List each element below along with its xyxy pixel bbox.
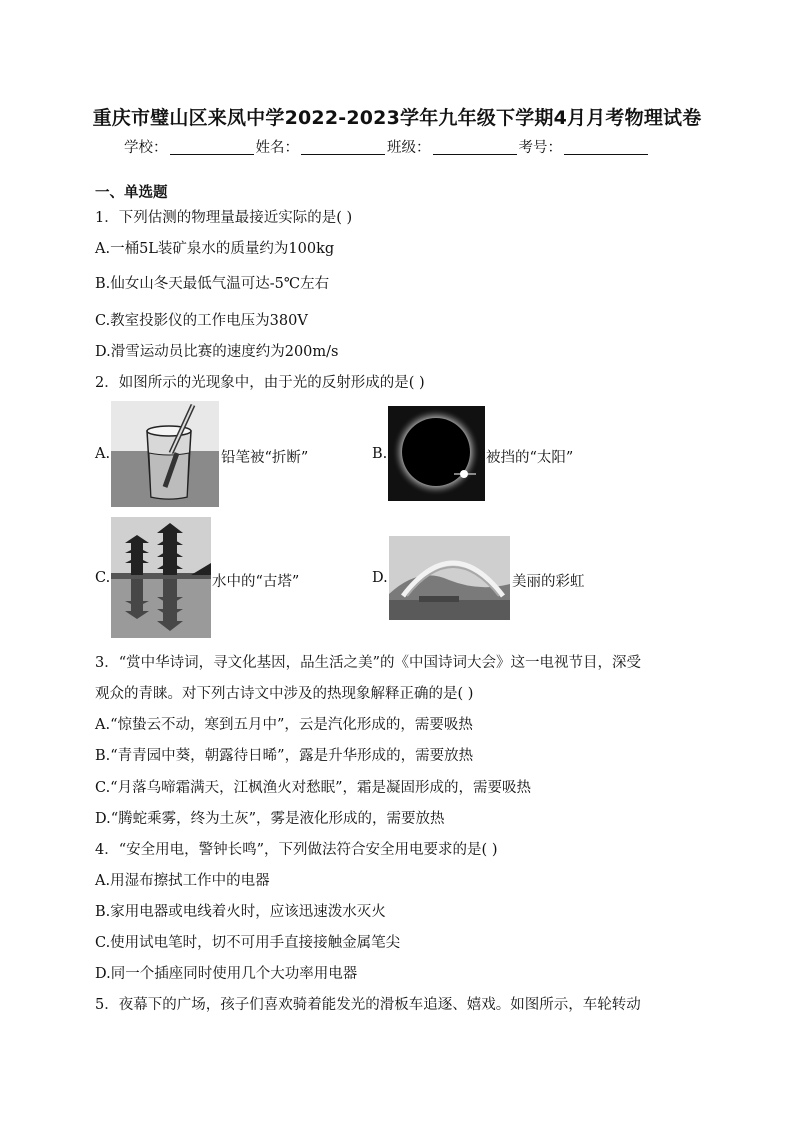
class-label: 班级：	[387, 140, 431, 156]
question-4-option-d: D.同一个插座同时使用几个大功率用电器	[95, 966, 358, 982]
question-5-stem: 5．夜幕下的广场，孩子们喜欢骑着能发光的滑板车追逐、嬉戏。如图所示，车轮转动	[95, 997, 641, 1013]
exam-number-label: 考号：	[518, 140, 562, 156]
section-heading: 一、单选题	[95, 185, 168, 201]
question-3-option-d: D.“腾蛇乘雾，终为土灰”，雾是液化形成的，需要放热	[95, 811, 445, 827]
question-2-option-c-caption: 水中的“古塔”	[212, 574, 300, 590]
question-1-option-a: A.一桶5L装矿泉水的质量约为100kg	[95, 241, 335, 257]
question-4-option-c: C.使用试电笔时，切不可用手直接接触金属笔尖	[95, 935, 401, 951]
question-3-option-a: A.“惊蛰云不动，寒到五月中”，云是汽化形成的，需要吸热	[95, 717, 473, 733]
name-label: 姓名：	[255, 140, 299, 156]
question-1-option-b: B.仙女山冬天最低气温可达-5℃左右	[95, 276, 330, 292]
question-3-stem-line-1: 3．“赏中华诗词，寻文化基因，品生活之美”的《中国诗词大会》这一电视节目，深受	[95, 655, 642, 671]
rainbow-image	[389, 536, 510, 620]
question-2-option-d-letter: D.	[372, 570, 388, 586]
question-4-option-a: A.用湿布擦拭工作中的电器	[95, 873, 270, 889]
question-1-option-c: C.教室投影仪的工作电压为380V	[95, 313, 308, 329]
exam-number-blank	[564, 140, 648, 155]
question-4-option-b: B.家用电器或电线着火时，应该迅速泼水灭火	[95, 904, 386, 920]
question-3-option-c: C.“月落乌啼霜满天，江枫渔火对愁眠”，霜是凝固形成的，需要吸热	[95, 780, 532, 796]
school-label: 学校：	[124, 140, 168, 156]
question-2-option-b-caption: 被挡的“太阳”	[486, 450, 574, 466]
student-info-line	[124, 136, 650, 157]
question-3-option-b: B.“青青园中葵，朝露待日晞”，露是升华形成的，需要放热	[95, 748, 474, 764]
question-2-option-c-letter: C.	[95, 570, 111, 586]
solar-eclipse-image	[388, 406, 485, 501]
question-3-stem-line-2: 观众的青睐。对下列古诗文中涉及的热现象解释正确的是( )	[95, 686, 474, 702]
name-blank	[301, 140, 385, 155]
question-2-option-a-caption: 铅笔被“折断”	[221, 450, 309, 466]
exam-title: 重庆市璧山区来凤中学2022-2023学年九年级下学期4月月考物理试卷	[92, 107, 702, 129]
pagoda-reflection-image	[111, 517, 211, 638]
school-blank	[170, 140, 254, 155]
question-2-option-b-letter: B.	[372, 446, 388, 462]
question-4-stem: 4．“安全用电，警钟长鸣”，下列做法符合安全用电要求的是( )	[95, 842, 498, 858]
class-blank	[433, 140, 517, 155]
question-2-stem: 2．如图所示的光现象中，由于光的反射形成的是( )	[95, 375, 425, 391]
question-1-option-d: D.滑雪运动员比赛的速度约为200m/s	[95, 344, 339, 360]
pencil-in-water-image	[111, 401, 219, 507]
question-2-option-a-letter: A.	[95, 446, 111, 462]
question-1-stem: 1．下列估测的物理量最接近实际的是( )	[95, 210, 353, 226]
question-2-option-d-caption: 美丽的彩虹	[512, 574, 585, 590]
